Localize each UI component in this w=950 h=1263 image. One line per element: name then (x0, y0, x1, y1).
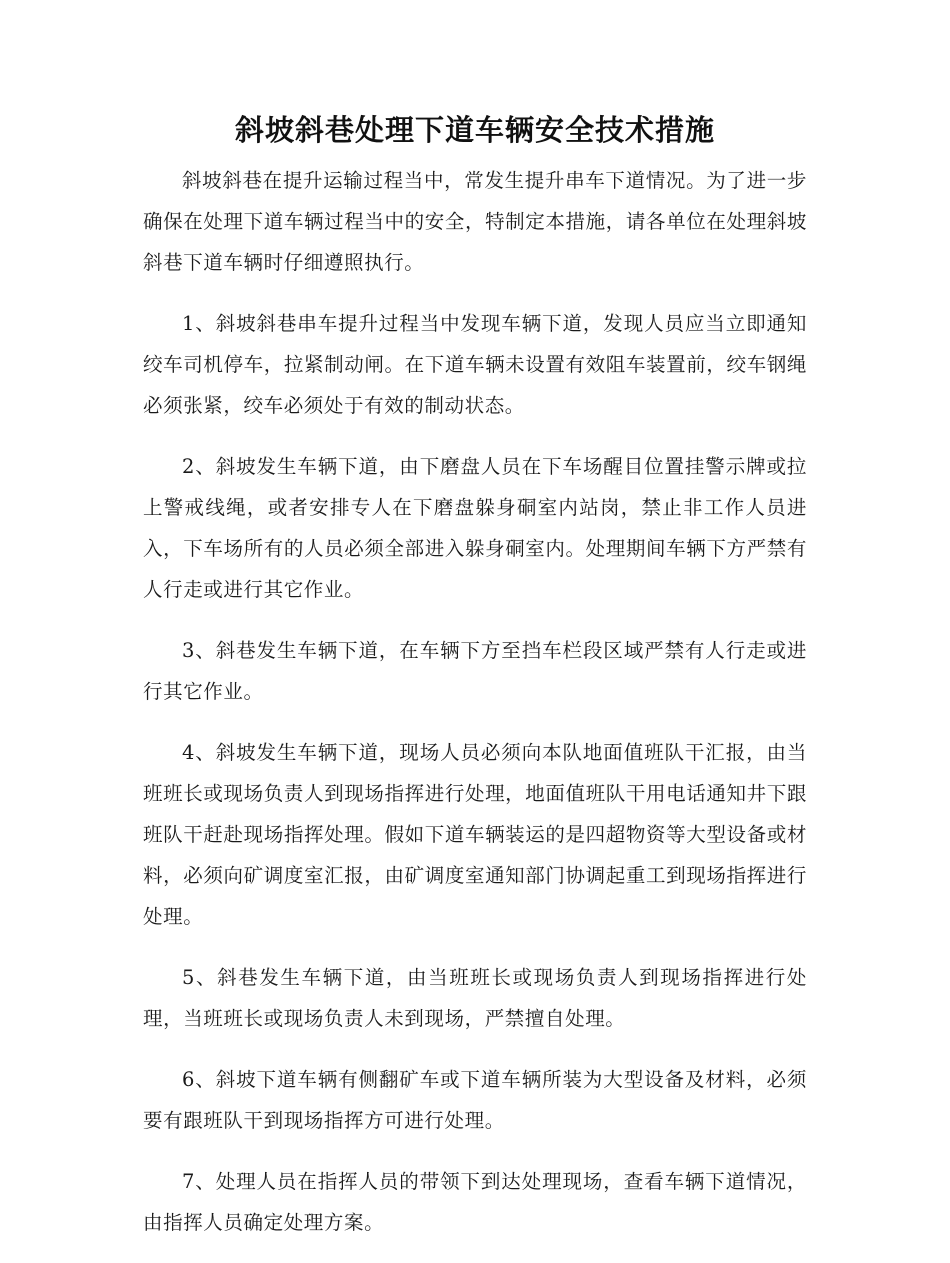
document-page (143, 108, 807, 1263)
measure-item-1: 1、斜坡斜巷串车提升过程当中发现车辆下道，发现人员应当立即通知绞车司机停车，拉紧制动闸。在下道车辆未设置有效阻车装置前，绞车钢绳必须张紧，绞车必须处于有效的制动状态。 (143, 312, 807, 417)
measure-item-3: 3、斜巷发生车辆下道，在车辆下方至挡车栏段区域严禁有人行走或进行其它作业。 (143, 639, 807, 703)
document-title: 斜坡斜巷处理下道车辆安全技术措施 (234, 113, 715, 147)
measure-item-2: 2、斜坡发生车辆下道，由下磨盘人员在下车场醒目位置挂警示牌或拉上警戒线绳，或者安排专人在下磨盘躲身硐室内站岗，禁止非工作人员进入，下车场所有的人员必须全部进入躲身硐室内。处理期间车辆下方严禁有人行走或进行其它作业。 (143, 455, 807, 601)
measure-item-7: 7、处理人员在指挥人员的带领下到达处理现场，查看车辆下道情况，由指挥人员确定处理方案。 (143, 1170, 807, 1234)
measure-item-5: 5、斜巷发生车辆下道，由当班班长或现场负责人到现场指挥进行处理，当班班长或现场负责人未到现场，严禁擅自处理。 (143, 966, 807, 1030)
measure-item-6: 6、斜坡下道车辆有侧翻矿车或下道车辆所装为大型设备及材料，必须要有跟班队干到现场指挥方可进行处理。 (143, 1068, 807, 1132)
intro-paragraph: 斜坡斜巷在提升运输过程当中，常发生提升串车下道情况。为了进一步确保在处理下道车辆过程当中的安全，特制定本措施，请各单位在处理斜坡斜巷下道车辆时仔细遵照执行。 (143, 169, 807, 274)
measure-item-4: 4、斜坡发生车辆下道，现场人员必须向本队地面值班队干汇报，由当班班长或现场负责人到现场指挥进行处理，地面值班队干用电话通知井下跟班队干赶赴现场指挥处理。假如下道车辆装运的是四超物资等大型设备或材料，必须向矿调度室汇报，由矿调度室通知部门协调起重工到现场指挥进行处理。 (143, 741, 807, 928)
